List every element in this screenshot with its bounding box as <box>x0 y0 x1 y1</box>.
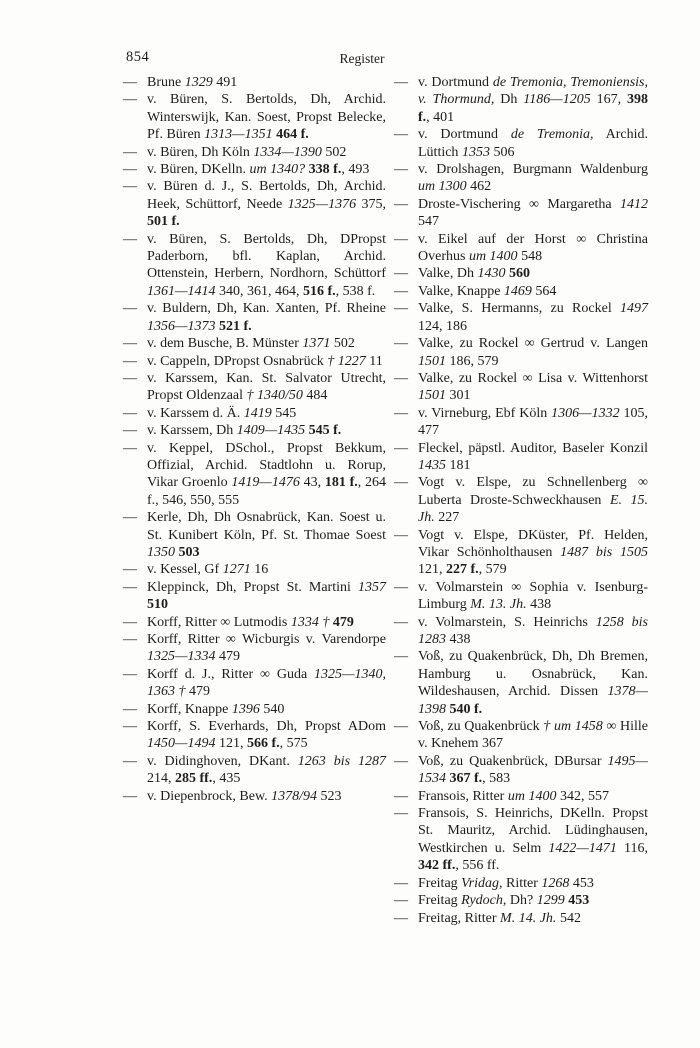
entry-dash: — <box>394 301 408 317</box>
entry-dash: — <box>123 92 137 108</box>
entry-dash: — <box>394 475 408 491</box>
register-entry: — v. Kessel, Gf 1271 16 <box>123 562 269 578</box>
entry-dash: — <box>394 370 408 386</box>
register-entry: — Valke, Knappe 1469 564 <box>394 283 557 299</box>
entry-dash: — <box>123 788 137 804</box>
entry-dash: — <box>394 649 408 665</box>
entry-dash: — <box>123 614 137 630</box>
register-entry: — v. Eikel auf der Horst ∞ Christina Overhus um 1400 548 <box>394 231 648 265</box>
entry-dash: — <box>123 144 137 160</box>
register-entry: — Korff, S. Everhards, Dh, Propst ADom 1450—1494 121, 566 f., 575 <box>123 719 386 752</box>
entry-dash: — <box>123 162 137 178</box>
register-entry: — v. Büren, Dh Köln 1334—1390 502 <box>123 144 347 160</box>
entry-dash: — <box>123 719 137 735</box>
register-entry: — v. Drolshagen, Burgmann Waldenburg um 1300 462 <box>394 162 648 195</box>
entry-dash: — <box>394 266 408 282</box>
register-entry: — Droste-Vischering ∞ Margaretha 1412 547 <box>394 196 648 230</box>
register-entry: — Vogt v. Elspe, DKüster, Pf. Helden, Vikar Schönholthausen 1487 bis 1505 121, 227 f., 579 <box>394 527 648 578</box>
register-entry: — v. Büren, S. Bertolds, Dh, Archid. Winterswijk, Kan. Soest, Propst Belecke, Pf. Büren 1313—1351 464 f. <box>123 92 386 143</box>
entry-dash: — <box>394 336 408 352</box>
register-entry: — Kleppinck, Dh, Propst St. Martini 1357 510 <box>123 579 386 613</box>
entry-dash: — <box>394 753 408 769</box>
entry-dash: — <box>394 75 408 90</box>
entry-dash: — <box>123 753 137 769</box>
register-entry: — Valke, S. Hermanns, zu Rockel 1497 124, 186 <box>394 301 648 334</box>
entry-dash: — <box>123 179 137 195</box>
register-entry: — Valke, Dh 1430 560 <box>394 266 530 282</box>
register-entry: — v. Büren, S. Bertolds, Dh, DPropst Paderborn, bfl. Kaplan, Archid. Ottenstein, Herbern, Nordhorn, Schüttorf 1361—1414 340, 361, 464, 516 f., 538 f. <box>123 231 386 299</box>
register-entry: — v. Karssem, Kan. St. Salvator Utrecht, Propst Oldenzaal † 1340/50 484 <box>123 370 386 404</box>
register-entry: — Fransois, Ritter um 1400 342, 557 <box>394 788 609 804</box>
register-entry: — Freitag Vridag, Ritter 1268 453 <box>394 875 594 891</box>
entry-dash: — <box>123 666 137 682</box>
entry-dash: — <box>394 893 408 909</box>
register-entry: — v. Dortmund de Tremonia, Archid. Lüttich 1353 506 <box>394 127 648 160</box>
register-entry: — v. dem Busche, B. Münster 1371 502 <box>123 336 355 352</box>
register-entry: — v. Keppel, DSchol., Propst Bekkum, Offizial, Archid. Stadtlohn u. Rorup, Vikar Groenlo 1419—1476 43, 181 f., 264 f., 546, 550, 555 <box>123 440 386 508</box>
entry-dash: — <box>123 579 137 595</box>
register-entry: — Voß, zu Quakenbrück † um 1458 ∞ Hille v. Knehem 367 <box>394 719 648 752</box>
entry-dash: — <box>394 231 408 247</box>
register-entry: — v. Volmarstein ∞ Sophia v. Isenburg-Limburg M. 13. Jh. 438 <box>394 579 648 613</box>
register-entry: — v. Büren, DKelln. um 1340? 338 f., 493 <box>123 162 370 178</box>
register-columns <box>123 74 648 927</box>
register-entry: — v. Cappeln, DPropst Osnabrück † 1227 11 <box>123 353 383 369</box>
entry-dash: — <box>394 806 408 822</box>
entry-dash: — <box>394 875 408 891</box>
entry-dash: — <box>394 196 408 212</box>
entry-dash: — <box>123 423 137 439</box>
page-number: 854 <box>126 49 150 65</box>
register-entry: — Valke, zu Rockel ∞ Lisa v. Wittenhorst 1501 301 <box>394 370 648 404</box>
register-entry: — v. Didinghoven, DKant. 1263 bis 1287 214, 285 ff., 435 <box>123 753 386 787</box>
entry-dash: — <box>123 231 137 247</box>
entry-dash: — <box>394 440 408 456</box>
entry-dash: — <box>123 301 137 317</box>
entry-dash: — <box>394 910 408 926</box>
register-entry: — Voß, zu Quakenbrück, DBursar 1495—1534 367 f., 583 <box>394 753 648 787</box>
entry-dash: — <box>394 719 408 735</box>
register-column-right <box>394 74 648 927</box>
entry-dash: — <box>394 405 408 421</box>
register-entry: — v. Karssem d. Ä. 1419 545 <box>123 405 297 421</box>
register-entry: — Freitag, Ritter M. 14. Jh. 542 <box>394 910 581 926</box>
register-entry: — Korff, Ritter ∞ Wicburgis v. Varendorpe 1325—1334 479 <box>123 632 386 665</box>
register-entry: — Voß, zu Quakenbrück, Dh, Dh Bremen, Hamburg u. Osnabrück, Kan. Wildeshausen, Archid. Dissen 1378—1398 540 f. <box>394 649 648 717</box>
register-entry: — Fleckel, päpstl. Auditor, Baseler Konzil 1435 181 <box>394 440 648 473</box>
entry-dash: — <box>123 75 137 90</box>
register-entry: — Korff, Ritter ∞ Lutmodis 1334 † 479 <box>123 614 354 630</box>
entry-dash: — <box>123 370 137 386</box>
register-column-left <box>123 74 386 927</box>
register-entry: — v. Karssem, Dh 1409—1435 545 f. <box>123 423 342 439</box>
register-entry: — v. Buldern, Dh, Kan. Xanten, Pf. Rheine 1356—1373 521 f. <box>123 301 386 334</box>
entry-dash: — <box>394 527 408 543</box>
register-entry: — Freitag Rydoch, Dh? 1299 453 <box>394 893 590 909</box>
register-entry: — v. Virneburg, Ebf Köln 1306—1332 105, 477 <box>394 405 649 439</box>
register-entry: — Fransois, S. Heinrichs, DKelln. Propst St. Mauritz, Archid. Lüdinghausen, Westkirchen u. Selm 1422—1471 116, 342 ff., 556 ff. <box>394 806 649 874</box>
entry-dash: — <box>123 405 137 421</box>
register-entry: — Vogt v. Elspe, zu Schnellenberg ∞ Luberta Droste-Schweckhausen E. 15. Jh. 227 <box>394 475 648 526</box>
entry-dash: — <box>123 353 137 369</box>
register-entry: — v. Diepenbrock, Bew. 1378/94 523 <box>123 788 342 804</box>
running-head-title: Register <box>339 51 385 66</box>
register-entry: — v. Büren d. J., S. Bertolds, Dh, Archid. Heek, Schüttorf, Neede 1325—1376 375, 501 f. <box>123 179 386 230</box>
register-entry: — Korff, Knappe 1396 540 <box>123 701 285 717</box>
entry-dash: — <box>394 788 408 804</box>
entry-dash: — <box>394 614 408 630</box>
register-entry: — Kerle, Dh, Dh Osnabrück, Kan. Soest u. St. Kunibert Köln, Pf. St. Thomae Soest 1350 503 <box>123 510 386 560</box>
entry-dash: — <box>394 283 408 299</box>
entry-dash: — <box>123 336 137 352</box>
register-entry: — Valke, zu Rockel ∞ Gertrud v. Langen 1501 186, 579 <box>394 336 648 369</box>
register-entry: — v. Dortmund de Tremonia, Tremoniensis, v. Thormund, Dh 1186—1205 167, 398 f., 401 <box>394 75 648 125</box>
entry-dash: — <box>123 632 137 647</box>
entry-dash: — <box>123 562 137 578</box>
register-entry: — Korff d. J., Ritter ∞ Guda 1325—1340, 1363 † 479 <box>123 666 386 700</box>
entry-dash: — <box>123 440 137 456</box>
entry-dash: — <box>394 162 408 178</box>
entry-dash: — <box>394 127 408 143</box>
entry-dash: — <box>123 510 137 526</box>
register-entry: — Brune 1329 491 <box>123 75 238 90</box>
register-entry: — v. Volmarstein, S. Heinrichs 1258 bis 1283 438 <box>394 614 648 647</box>
entry-dash: — <box>394 579 408 595</box>
entry-dash: — <box>123 701 137 717</box>
